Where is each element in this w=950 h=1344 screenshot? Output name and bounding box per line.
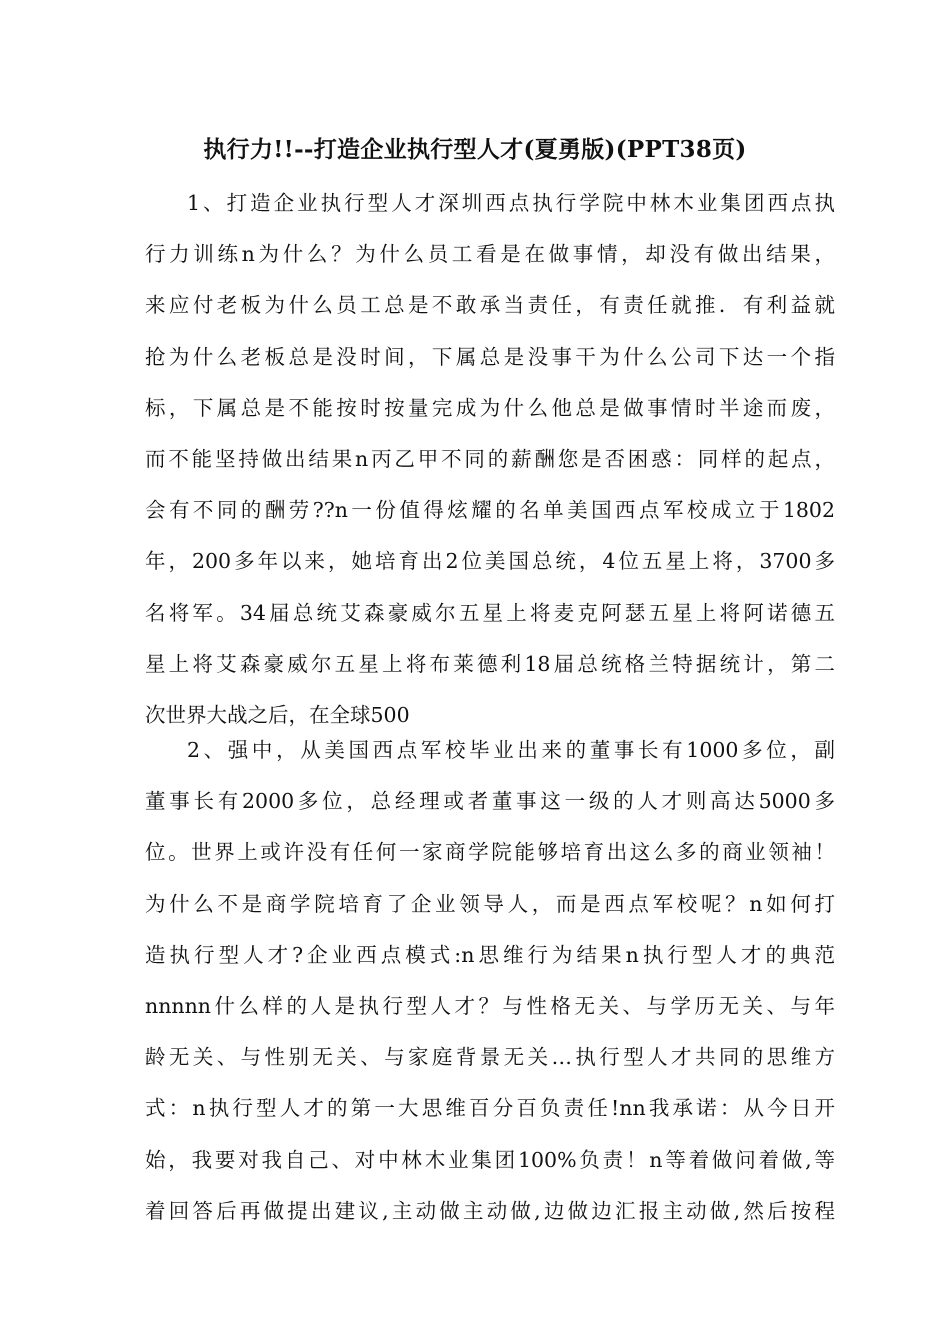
text-line: 造执行型人才?企业西点模式:n思维行为结果n执行型人才的典范 [145, 942, 835, 967]
text-line: 名将军。34届总统艾森豪威尔五星上将麦克阿瑟五星上将阿诺德五 [145, 600, 835, 625]
paragraph-2 [145, 725, 835, 1237]
text-line: 会有不同的酬劳??n一份值得炫耀的名单美国西点军校成立于1802 [145, 498, 835, 523]
text-line: 标，下属总是不能按时按量完成为什么他总是做事情时半途而废， [145, 395, 835, 420]
paragraph-1 [145, 178, 835, 741]
text-line: 董事长有2000多位，总经理或者董事这一级的人才则高达5000多 [145, 789, 835, 814]
text-line: 年，200多年以来，她培育出2位美国总统，4位五星上将，3700多 [145, 549, 835, 574]
document-title: 执行力!!--打造企业执行型人才(夏勇版)(PPT38页) [203, 136, 747, 163]
text-line: 1、打造企业执行型人才深圳西点执行学院中林木业集团西点执 [187, 191, 835, 215]
text-line-last: 次世界大战之后，在全球500 [145, 702, 410, 727]
text-line: 为什么不是商学院培育了企业领导人，而是西点军校呢？n如何打 [145, 891, 835, 916]
text-line: 而不能坚持做出结果n丙乙甲不同的薪酬您是否困惑：同样的起点， [145, 446, 835, 471]
text-line: 抢为什么老板总是没时间，下属总是没事干为什么公司下达一个指 [145, 344, 835, 369]
text-line: 龄无关、与性别无关、与家庭背景无关…执行型人才共同的思维方 [145, 1045, 835, 1070]
text-line: 着回答后再做提出建议,主动做主动做,边做边汇报主动做,然后按程 [145, 1198, 835, 1223]
text-line: 2、强中，从美国西点军校毕业出来的董事长有1000多位，副 [187, 738, 835, 762]
text-line: 式：n执行型人才的第一大思维百分百负责任!nn我承诺：从今日开 [145, 1096, 835, 1121]
text-line: 来应付老板为什么员工总是不敢承当责任，有责任就推．有利益就 [145, 293, 835, 318]
text-line: 行力训练n为什么？为什么员工看是在做事情，却没有做出结果， [145, 242, 835, 267]
text-line: 位。世界上或许没有任何一家商学院能够培育出这么多的商业领袖！ [145, 840, 835, 865]
text-line: 星上将艾森豪威尔五星上将布莱德利18届总统格兰特据统计，第二 [145, 651, 835, 676]
text-line: nnnnn什么样的人是执行型人才？与性格无关、与学历无关、与年 [145, 993, 835, 1018]
text-line: 始，我要对我自己、对中林木业集团100%负责！n等着做问着做,等 [145, 1147, 835, 1172]
